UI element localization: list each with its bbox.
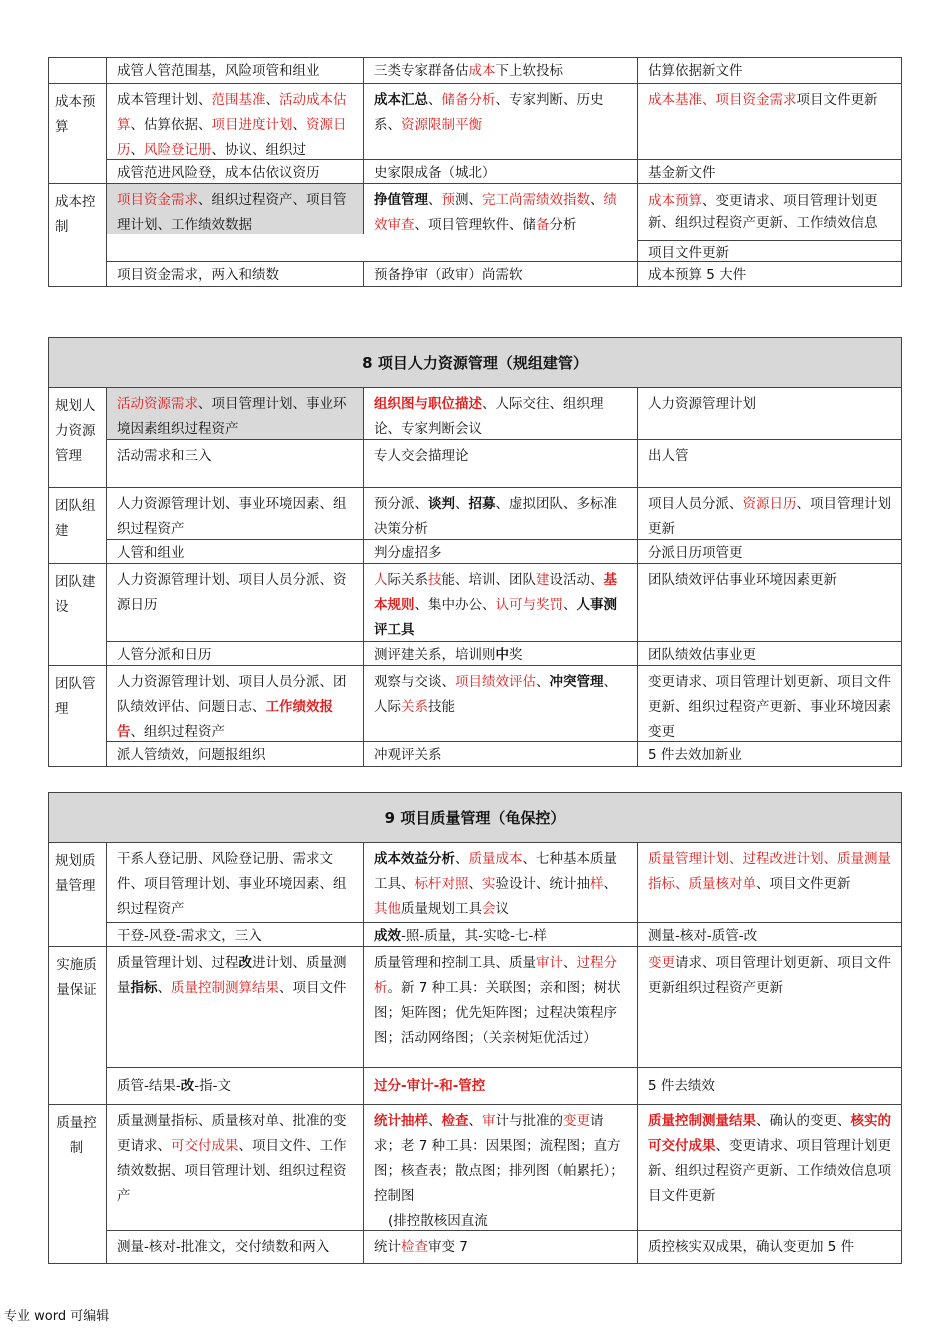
mem-inputs	[107, 1231, 364, 1263]
process-inputs	[107, 1105, 364, 1230]
text-segment: (排控散核因直流	[388, 1213, 488, 1229]
text-segment: 、项目管理软件、储	[414, 217, 536, 233]
mem-tools	[364, 1068, 638, 1104]
text-segment: 人	[374, 572, 388, 588]
process-tools	[364, 388, 638, 439]
text-segment: 干登-风登-需求文，三入	[117, 928, 262, 944]
mem-inputs	[107, 1068, 364, 1104]
mem-outputs	[638, 742, 901, 766]
process-tools	[364, 666, 638, 741]
text-segment: 议	[495, 901, 509, 917]
text-segment: 、变更请求、项目管理计划更新、组织过程资产更新、工作绩效信息	[648, 193, 878, 231]
text-segment: 项目资金需求	[117, 192, 198, 208]
text-segment: 成本汇总	[374, 92, 428, 108]
text-segment: 项目绩效评估	[455, 674, 536, 690]
text-segment: 人管分派和日历	[117, 647, 212, 663]
mem-outputs	[638, 440, 901, 487]
text-segment: 成本基准、项目资金需求	[648, 92, 797, 108]
mem-inputs	[107, 642, 364, 666]
text-segment: 干系人登记册、风险登记册、需求文件、项目管理计划、事业环境因素、组织过程资产	[117, 851, 347, 917]
process-name: 团队组建	[49, 488, 107, 563]
text-segment: 际关系	[387, 572, 428, 588]
process-tools-main	[374, 1109, 629, 1209]
text-segment: 判分虚招多	[374, 545, 442, 561]
text-segment: 、项目文件、工作绩效数据、项目管理计划、组织过程资产	[117, 1138, 347, 1204]
text-segment: 、人际交往、组织理论、专家判断会议	[374, 396, 604, 437]
text-segment: 技能	[428, 699, 455, 715]
process-outputs	[638, 388, 901, 439]
process-name: 团队管理	[49, 666, 107, 766]
process-inputs	[107, 388, 364, 439]
text-segment: 成本效益分析	[374, 851, 455, 867]
text-segment: 审变 7	[428, 1239, 468, 1255]
mem-tools	[364, 642, 638, 666]
text-segment: 、项目文件	[279, 980, 347, 996]
text-segment: 、确认的变更、	[756, 1113, 851, 1129]
text-segment: 请求、项目管理计划更新、项目文件更新组织过程资产更新	[648, 955, 891, 996]
text-segment: 成本管理计划、	[117, 92, 212, 108]
text-segment: 、	[292, 117, 306, 133]
text-segment: 质量成本	[468, 851, 523, 867]
text-segment: 、	[157, 980, 171, 996]
text-segment: 史家限成备（城北）	[374, 165, 496, 181]
hr-table	[48, 337, 902, 767]
process-name: 实施质量保证	[49, 947, 107, 1104]
mem-outputs	[638, 262, 901, 286]
text-segment: 观察与交谈、	[374, 674, 455, 690]
mem-tools	[364, 262, 638, 286]
text-segment: 、协议、组织过	[211, 142, 306, 158]
mem-tools	[364, 742, 638, 766]
text-segment: 测量-核对-质管-改	[648, 928, 758, 944]
text-segment: 质量管理计划、过程	[117, 955, 239, 971]
text-segment: 、虚拟团队、多标准决策分析	[374, 496, 617, 537]
text-segment: 指标	[130, 980, 158, 996]
text-segment: 、	[563, 597, 577, 613]
mem-inputs	[107, 58, 364, 83]
text-segment: 、集中办公、	[414, 597, 496, 613]
text-segment: 标杆对照	[414, 876, 469, 892]
text-segment: 变更	[648, 955, 675, 971]
process-tools	[364, 1105, 638, 1230]
process-tools	[364, 564, 638, 641]
text-segment: -照-质量，其-实唸-七-样	[401, 928, 547, 944]
text-segment: 挣值管理	[374, 192, 428, 208]
text-segment: 、	[468, 876, 482, 892]
text-segment: 能、培训、团队	[441, 572, 536, 588]
text-segment: 成本预算 5 大件	[648, 267, 747, 283]
process-outputs	[638, 184, 901, 261]
text-segment: 资源限制平衡	[401, 117, 482, 133]
text-segment: 请求；老 7 种工具：因果图；流程图；直方图；核查表；散点图；排列图（帕累托）；控制图	[374, 1113, 624, 1204]
mem-tools	[364, 440, 638, 487]
text-segment: 设活动、	[549, 572, 604, 588]
text-segment: 5 件去效加新业	[648, 747, 742, 763]
text-segment: 资源日历	[742, 496, 797, 512]
text-segment: 、	[428, 192, 442, 208]
process-name: 规划人力资源管理	[49, 388, 107, 487]
process-outputs	[638, 488, 901, 539]
process-outputs	[638, 947, 901, 1067]
text-segment: 、	[265, 92, 279, 108]
process-tools	[364, 947, 638, 1067]
text-segment: 、估算依据、	[130, 117, 212, 133]
process-develop-team	[49, 564, 901, 666]
process-inputs	[107, 947, 364, 1067]
process-name: 规划质量管理	[49, 843, 107, 946]
text-segment: 风险登记册	[144, 142, 212, 158]
mem-outputs	[638, 642, 901, 666]
text-segment: 团队绩效估事业更	[648, 647, 756, 663]
text-segment: 项目资金需求，两入和绩数	[117, 267, 279, 283]
text-segment: 改	[238, 955, 252, 971]
mem-outputs	[638, 160, 901, 184]
text-segment: 组织图与职位描述	[374, 396, 482, 412]
text-segment: 预	[441, 192, 455, 208]
text-segment: 谈判	[428, 496, 455, 512]
text-segment: 、	[130, 142, 144, 158]
text-segment: 、	[536, 674, 550, 690]
text-segment: 人力资源管理计划、事业环境因素、组织过程资产	[117, 496, 347, 537]
text-segment: 验设计、统计抽	[495, 876, 590, 892]
text-segment: 活动资源需求	[117, 396, 198, 412]
text-segment: 进计划、质量测量	[117, 955, 347, 996]
text-segment: 预分派、	[374, 496, 428, 512]
text-segment: 建	[536, 572, 550, 588]
text-segment: 质量控制测量结果	[648, 1113, 756, 1129]
text-segment: 、	[428, 1113, 442, 1129]
text-segment: 测量-核对-批准文，交付绩数和两入	[117, 1239, 330, 1255]
text-segment: 成效	[374, 928, 401, 944]
mem-outputs	[638, 923, 901, 947]
text-segment: 、	[455, 496, 469, 512]
text-segment: 变更请求、项目管理计划更新、项目文件更新、组织过程资产更新、事业环境因素变更	[648, 674, 891, 740]
text-segment: 、	[468, 1113, 482, 1129]
text-segment: 项目文件更新	[648, 245, 729, 261]
text-segment: 、七种基本质量工具、	[374, 851, 617, 892]
mem-outputs	[638, 540, 901, 564]
text-segment: 冲突管理	[549, 674, 604, 690]
mem-outputs	[638, 1231, 901, 1263]
text-segment: 审	[482, 1113, 496, 1129]
text-segment: 项目文件更新	[796, 92, 878, 108]
text-segment: 、	[455, 851, 469, 867]
text-segment: 实	[482, 876, 496, 892]
text-segment: 变更	[563, 1113, 590, 1129]
process-tools	[364, 843, 638, 922]
text-segment: 成本预算	[648, 193, 702, 209]
text-segment: 项目进度计划	[211, 117, 293, 133]
process-outputs	[638, 1105, 901, 1230]
text-segment: 检查	[401, 1239, 428, 1255]
text-segment: 冲观评关系	[374, 747, 442, 763]
mem-inputs	[107, 262, 364, 286]
quality-table	[48, 792, 902, 1264]
text-segment: 绩效审查	[374, 192, 617, 233]
process-outputs	[638, 843, 901, 922]
process-inputs	[107, 843, 364, 922]
text-segment: 中	[495, 647, 509, 663]
text-segment: 、项目管理计划更新	[648, 496, 891, 537]
text-segment: 认可与奖罚	[495, 597, 563, 613]
mem-tools	[364, 1231, 638, 1263]
section-title: 9 项目质量管理（龟保控）	[49, 793, 901, 843]
process-outputs	[638, 84, 901, 159]
mem-inputs	[107, 742, 364, 766]
process-perform-qa	[49, 947, 901, 1105]
process-tools	[364, 84, 638, 159]
text-segment: 基金新文件	[648, 165, 716, 181]
text-segment: 招募	[468, 496, 496, 512]
process-name: 质量控制	[49, 1105, 107, 1263]
mem-inputs	[107, 540, 364, 564]
text-segment: 、专家判断、历史系、	[374, 92, 604, 133]
process-name: 团队建设	[49, 564, 107, 665]
text-segment: 成本	[468, 63, 496, 79]
process-plan-hr	[49, 388, 901, 488]
mem-tools	[364, 58, 638, 83]
text-segment: 质管-结果-	[117, 1078, 181, 1095]
text-segment: 、人际	[374, 674, 617, 715]
text-segment: 过分-审计-和-管控	[374, 1078, 486, 1095]
text-segment: 备	[536, 217, 550, 233]
text-segment: 其他	[374, 901, 401, 917]
text-segment: 、组织过程资产、项目管理计划、工作绩效数据	[117, 192, 347, 233]
text-segment: 下上软投标	[495, 63, 563, 79]
text-segment: 人事测评工具	[374, 597, 617, 638]
text-segment: 审计	[536, 955, 563, 971]
text-segment: 关系	[401, 699, 428, 715]
process-name: 成本控制	[49, 184, 107, 286]
text-segment: 5 件去绩效	[648, 1078, 715, 1095]
cost-table	[48, 57, 902, 287]
text-segment: 人力资源管理计划、项目人员分派、资源日历	[117, 572, 347, 613]
text-segment: 质量管理计划、过程改进计划、质量测量指标、质量核对单	[648, 851, 891, 892]
text-segment: 人力资源管理计划、项目人员分派、团队绩效评估、问题日志、	[117, 674, 347, 715]
footer-note: 专业 word 可编辑	[4, 1309, 110, 1324]
process-tools	[364, 184, 638, 261]
process-cost-control	[49, 184, 901, 286]
text-segment: 可交付成果	[171, 1138, 239, 1154]
mem-outputs	[638, 1068, 901, 1104]
process-outputs	[638, 564, 901, 641]
process-manage-team	[49, 666, 901, 766]
text-segment: 工作绩效报告	[117, 699, 333, 740]
text-segment: 、	[590, 192, 604, 208]
text-segment: 出人管	[648, 448, 689, 464]
text-segment: 。新 7 种工具：关联图；亲和图；树状图；矩阵图；优先矩阵图；过程决策程序图；活动网络图；（关亲树矩优活过）	[374, 980, 621, 1046]
text-segment: 分派日历项管更	[648, 545, 743, 561]
process-cost-budget	[49, 84, 901, 184]
text-segment: 预备挣审（政审）尚需软	[374, 267, 523, 283]
process-outputs	[638, 666, 901, 741]
process-acquire-team	[49, 488, 901, 564]
process-plan-quality	[49, 843, 901, 947]
text-segment: 测评建关系，培训则	[374, 647, 496, 663]
text-segment: 质量规划工具	[401, 901, 482, 917]
text-segment: 估算依据新文件	[648, 63, 743, 79]
text-segment: 奖	[509, 647, 523, 663]
text-segment: 检查	[441, 1113, 469, 1129]
mem-tools	[364, 160, 638, 184]
text-segment: 统计抽样	[374, 1113, 428, 1129]
text-segment: 完工尚需绩效指数	[482, 192, 590, 208]
text-segment: 人管和组业	[117, 545, 185, 561]
text-segment: 质量控制测算结果	[171, 980, 279, 996]
mem-inputs	[107, 923, 364, 947]
text-segment: 基本规则	[374, 572, 617, 613]
text-segment: 计与批准的	[495, 1113, 563, 1129]
text-segment: 核实的可交付成果	[648, 1113, 891, 1154]
text-segment: 范围基准	[211, 92, 266, 108]
section-title: 8 项目人力资源管理（规组建管）	[49, 338, 901, 388]
text-segment: 团队绩效评估事业环境因素更新	[648, 572, 837, 588]
process-inputs	[107, 488, 364, 539]
mem-tools	[364, 540, 638, 564]
text-segment: 改	[180, 1078, 195, 1095]
text-segment: 技	[428, 572, 442, 588]
text-segment: 统计	[374, 1239, 401, 1255]
process-outputs-main	[648, 190, 893, 240]
text-segment: 分析	[549, 217, 577, 233]
text-segment: 质量管理和控制工具、质量	[374, 955, 536, 971]
text-segment: 派人管绩效，问题报组织	[117, 747, 266, 763]
text-segment: 、变更请求、项目管理计划更新、组织过程资产更新、工作绩效信息项目文件更新	[648, 1138, 891, 1204]
text-segment: 专人交会描理论	[374, 448, 469, 464]
process-name: 成本预算	[49, 84, 107, 183]
mem-inputs	[107, 160, 364, 184]
text-segment: -指-文	[194, 1078, 231, 1095]
text-segment: 人力资源管理计划	[648, 396, 756, 412]
process-control-quality	[49, 1105, 901, 1263]
process-inputs	[107, 184, 364, 234]
text-segment: 、	[563, 955, 577, 971]
text-segment: 、	[603, 876, 617, 892]
empty-cell	[49, 58, 107, 83]
text-segment: 样	[590, 876, 604, 892]
process-inputs	[107, 564, 364, 641]
text-segment: 三类专家群备估	[374, 63, 469, 79]
text-segment: 储备分析	[441, 92, 496, 108]
text-segment: 质量测量指标、质量核对单、批准的变更请求、	[117, 1113, 347, 1154]
text-segment: 、项目管理计划、事业环境因素组织过程资产	[117, 396, 347, 437]
mem-tools	[364, 923, 638, 947]
mem-inputs	[107, 440, 364, 487]
text-segment: 过程分析	[374, 955, 617, 996]
text-segment: 项目人员分派、	[648, 496, 743, 512]
text-segment: 资源日历	[117, 117, 347, 158]
process-inputs	[107, 84, 364, 159]
process-inputs-main	[117, 1109, 355, 1204]
cost-top-row	[49, 58, 901, 84]
text-segment: 测、	[455, 192, 482, 208]
text-segment: 活动成本估算	[117, 92, 347, 133]
mem-outputs	[638, 58, 901, 83]
text-segment: 成管人管范围基，风险项管和组业	[117, 63, 320, 79]
text-segment: 、	[428, 92, 442, 108]
text-segment: 成管范进风险登，成本估依议资历	[117, 165, 320, 181]
text-segment: 、组织过程资产	[130, 724, 225, 740]
text-segment: 、项目文件更新	[756, 876, 851, 892]
text-segment: 活动需求和三入	[117, 448, 212, 464]
text-segment: 质控核实双成果，确认变更加 5 件	[648, 1239, 855, 1255]
text-segment: 会	[482, 901, 496, 917]
process-inputs	[107, 666, 364, 741]
process-tools	[364, 488, 638, 539]
